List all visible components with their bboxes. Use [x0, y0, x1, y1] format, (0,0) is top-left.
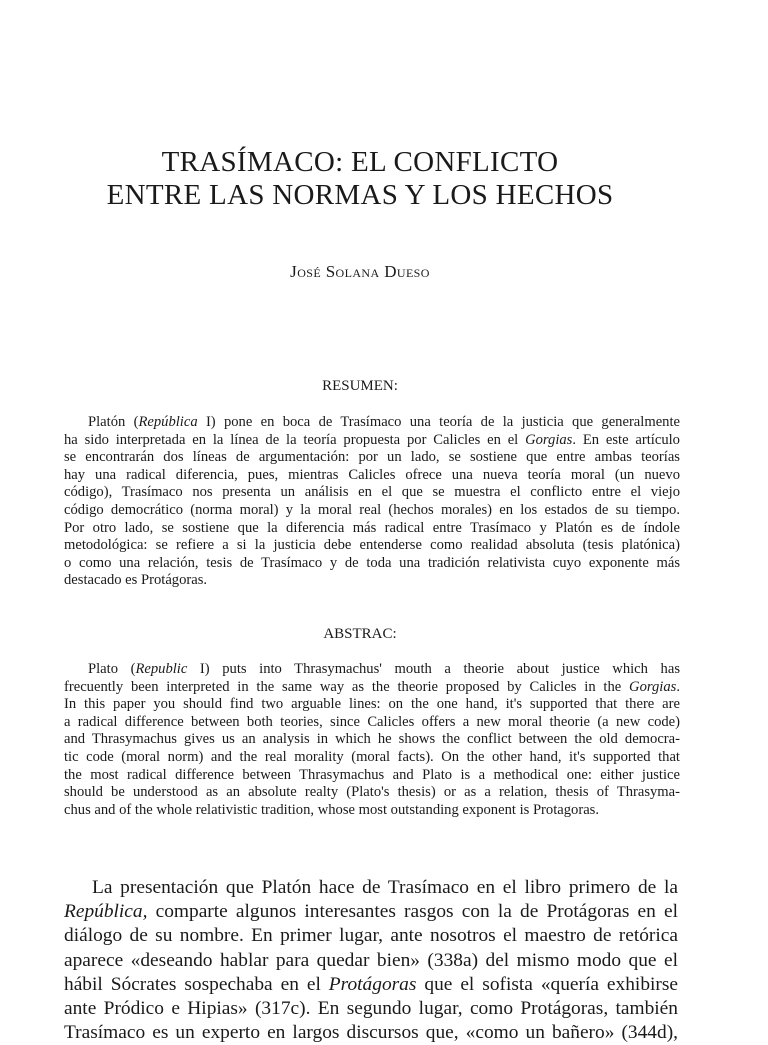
paper-title	[0, 146, 720, 212]
text-run: La presentación que Platón hace de Trasímaco en el libro primero de la	[92, 877, 678, 898]
title-line-2: ENTRE LAS NORMAS Y LOS HECHOS	[106, 179, 614, 211]
text-run: hábil Sócrates sospechaba en el	[64, 973, 329, 995]
abstract-line	[64, 714, 680, 732]
italic-title: República,	[64, 901, 148, 923]
body-paragraph	[64, 876, 678, 1045]
abstract-line	[64, 661, 680, 679]
text-run: destacado es Protágoras.	[64, 572, 208, 589]
abstract-paragraph	[64, 661, 680, 819]
abstract-line	[64, 802, 680, 820]
text-run: ha sido interpretada en la línea de la teoría propuesta por Calicles en el	[64, 431, 526, 448]
text-run: ante Pródico e Hipias» (317c). En segundo lugar, como Protágoras, también	[64, 998, 678, 1020]
resumen-line	[64, 520, 680, 538]
abstract-line	[64, 784, 680, 802]
body-line	[64, 1021, 678, 1045]
resumen-heading: RESUMEN:	[322, 378, 398, 394]
abstract-line	[64, 696, 680, 714]
text-run: hay una radical diferencia, pues, mientras Calicles ofrece una nueva teoría moral (un nuevo	[64, 466, 680, 483]
text-run: Platón (	[88, 414, 139, 430]
abstract-line	[64, 679, 680, 697]
text-run: diálogo de su nombre. En primer lugar, ante nosotros el maestro de retórica	[64, 925, 678, 947]
body-line	[64, 900, 678, 924]
text-run: should be understood as an absolute realty (Plato's thesis) or as a relation, thesis of Thrasyma-	[64, 784, 680, 801]
resumen-line	[64, 432, 680, 450]
text-run: metodológica: se refiere a si la justicia debe entenderse como realidad absoluta (tesis platónica)	[64, 537, 680, 554]
resumen-line	[64, 449, 680, 467]
text-run: código democrático (norma moral) y la moral real (hechos morales) en los estados de su tiempo.	[64, 501, 680, 518]
text-run: se encontrarán dos líneas de argumentación: por un lado, se sostiene que entre ambas teorías	[64, 449, 680, 466]
text-run: o como una relación, tesis de Trasímaco y de toda una tradición relativista cuyo exponente más	[64, 554, 680, 571]
resumen-line	[64, 414, 680, 432]
resumen-line	[64, 467, 680, 485]
text-run: and Thrasymachus gives us an analysis in which he shows the conflict between the old democra-	[64, 731, 680, 748]
text-run: a radical difference between both teories, since Calicles offers a new moral theorie (a new code)	[64, 713, 680, 730]
text-run: In this paper you should find two arguable lines: on the one hand, it's supported that there are	[64, 696, 680, 713]
text-run: chus and of the whole relativistic tradition, whose most outstanding exponent is Protagoras.	[64, 801, 600, 818]
body-line	[64, 876, 678, 900]
resumen-line	[64, 572, 680, 590]
text-run: .	[676, 678, 680, 695]
text-run: the most radical difference between Thrasymachus and Plato is a methodical one: either justice	[64, 766, 680, 783]
title-line-1: TRASÍMACO: EL CONFLICTO	[161, 146, 559, 178]
resumen-line	[64, 555, 680, 573]
resumen-line	[64, 537, 680, 555]
text-run: I) puts into Thrasymachus' mouth a theorie about justice which has	[187, 661, 680, 677]
text-run: frecuently been interpreted in the same way as the theorie proposed by Calicles in the	[64, 678, 630, 695]
resumen-line	[64, 484, 680, 502]
italic-title: Protágoras	[328, 973, 417, 995]
abstract-line	[64, 749, 680, 767]
text-run: Trasímaco es un experto en largos discursos que, «como un bañero» (344d),	[64, 1022, 678, 1044]
italic-title: Gorgias	[629, 678, 677, 695]
abstract-line	[64, 731, 680, 749]
text-run: que el sofista «quería exhibirse	[416, 973, 679, 995]
abstract-heading: ABSTRAC:	[323, 626, 397, 642]
body-line	[64, 924, 678, 948]
body-line	[64, 973, 678, 997]
abstract-line	[64, 767, 680, 785]
text-run: Por otro lado, se sostiene que la diferencia más radical entre Trasímaco y Platón es de índole	[64, 519, 680, 536]
text-run: . En este artículo	[572, 431, 680, 448]
italic-title: Republic	[135, 661, 188, 677]
text-run: Plato (	[88, 661, 136, 677]
text-run: aparece «deseando hablar para quedar bien» (338a) del mismo modo que el	[64, 949, 678, 971]
text-run: I) pone en boca de Trasímaco una teoría de la justicia que generalmente	[197, 414, 681, 430]
author-name: José Solana Dueso	[290, 262, 430, 281]
resumen-line	[64, 502, 680, 520]
text-run: tic code (moral norm) and the real morality (moral facts). On the other hand, it's supported that	[64, 748, 680, 765]
text-run: código), Trasímaco nos presenta un análisis en el que se muestra el conflicto entre el viejo	[64, 484, 680, 501]
italic-title: Gorgias	[525, 431, 573, 448]
body-line	[64, 997, 678, 1021]
body-line	[64, 949, 678, 973]
italic-title: República	[138, 414, 198, 430]
text-run: comparte algunos interesantes rasgos con la de Protágoras en el	[147, 901, 678, 923]
resumen-paragraph	[64, 414, 680, 590]
